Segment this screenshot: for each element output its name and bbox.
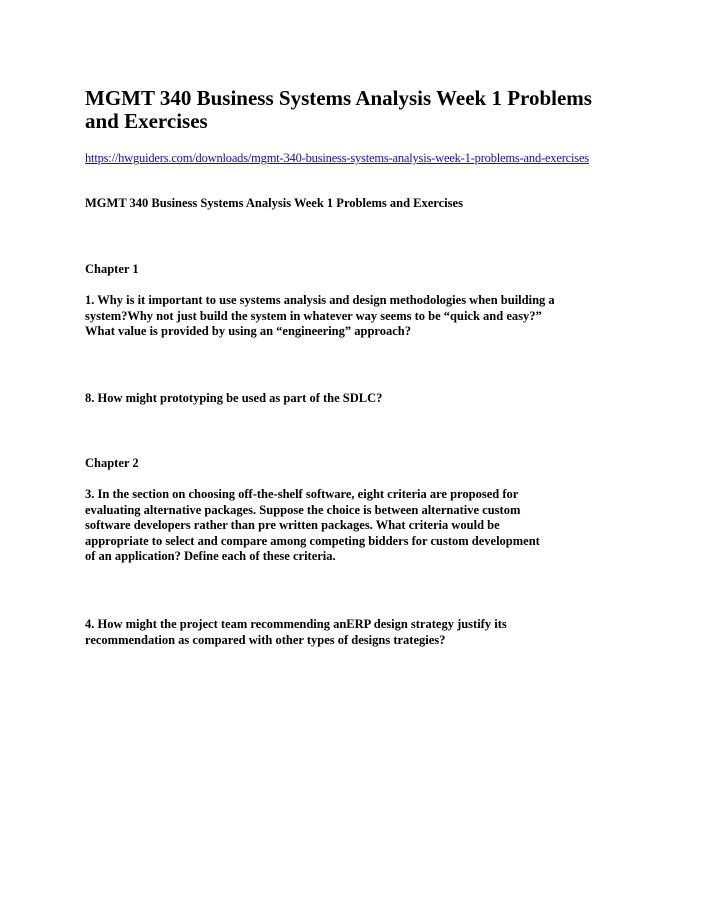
question-line: software developers rather than pre written packages. What criteria would be [85, 518, 500, 532]
document-title [85, 87, 645, 133]
title-line: MGMT 340 Business Systems Analysis Week 1 Problems [85, 86, 592, 110]
question-line: appropriate to select and compare among competing bidders for custom development [85, 533, 540, 548]
question-line: of an application? Define each of these criteria. [85, 549, 336, 563]
question-4 [85, 617, 645, 648]
question-line: evaluating alternative packages. Suppose the choice is between alternative custom [85, 502, 521, 517]
question-line: What value is provided by using an “engineering” approach? [85, 324, 411, 338]
chapter-2-heading: Chapter 2 [85, 456, 139, 470]
question-8: 8. How might prototyping be used as part of the SDLC? [85, 391, 383, 405]
question-line: 4. How might the project team recommending anERP design strategy justify its [85, 617, 507, 631]
question-1 [85, 293, 645, 340]
chapter-1-heading: Chapter 1 [85, 262, 139, 276]
question-line: recommendation as compared with other types of designs trategies? [85, 632, 446, 647]
title-line: and Exercises [85, 109, 208, 133]
question-line: 3. In the section on choosing off-the-shelf software, eight criteria are proposed for [85, 487, 519, 501]
document-subtitle: MGMT 340 Business Systems Analysis Week 1 Problems and Exercises [85, 196, 463, 210]
question-3 [85, 487, 645, 565]
source-link[interactable]: https://hwguiders.com/downloads/mgmt-340-business-systems-analysis-week-1-problems-and-exercises [85, 151, 589, 165]
question-line: 1. Why is it important to use systems analysis and design methodologies when building a [85, 293, 555, 307]
question-line: system?Why not just build the system in whatever way seems to be “quick and easy?” [85, 308, 542, 323]
